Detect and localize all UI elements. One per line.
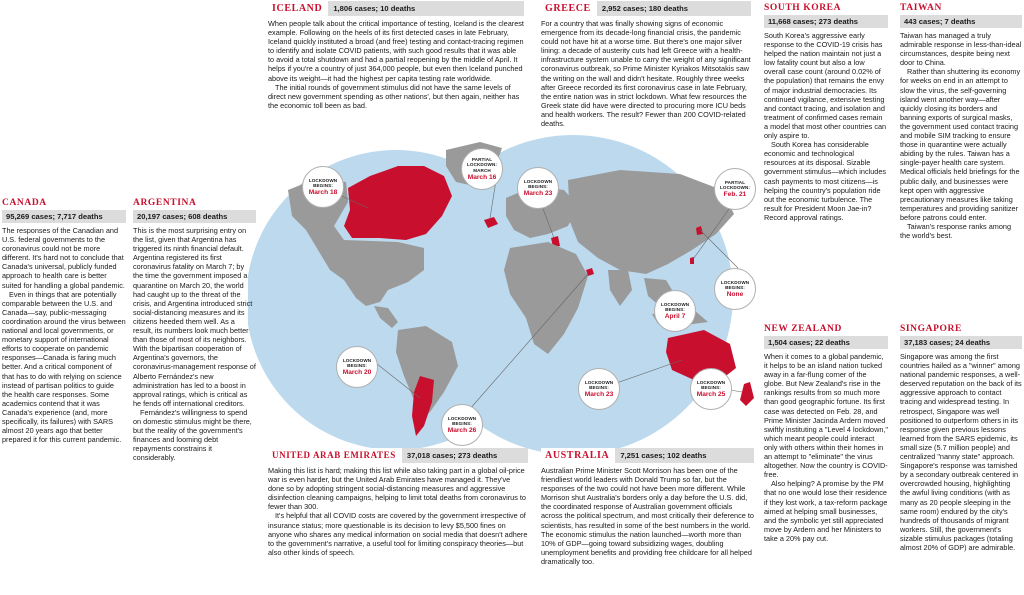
country-stats: 443 cases; 7 deaths: [900, 15, 1022, 28]
lockdown-badge-date: March 20: [342, 369, 372, 377]
country-header: [764, 322, 888, 336]
country-body: [764, 352, 888, 543]
country-name: UNITED ARAB EMIRATES: [268, 448, 402, 463]
country-header: [2, 196, 126, 210]
lockdown-badge-date: None: [726, 291, 744, 299]
lockdown-badge-label: LOCKDOWN BEGINS:: [447, 415, 477, 426]
lockdown-badge-date: March 23: [523, 190, 553, 198]
country-stats: 95,269 cases; 7,717 deaths: [2, 210, 126, 223]
country-body: [541, 466, 754, 566]
country-block-australia: [541, 448, 754, 566]
country-header: [900, 1, 1022, 15]
lockdown-badge-date: March 25: [696, 391, 726, 399]
country-body: [268, 19, 524, 110]
lockdown-badge-label: PARTIAL LOCKDOWN:: [720, 179, 750, 190]
country-header: [133, 196, 256, 210]
lockdown-badge-label: LOCKDOWN BEGINS:: [308, 177, 338, 188]
country-block-south-korea: [764, 1, 888, 222]
country-paragraph: South Korea's aggressive early response to the COVID-19 crisis has helped the nation maintain not just a low fatality count but also a low overall case count (around 0.02% of the population) that remains the envy of major industrial democracies. Its continued vigilance, extensive testing and contact tracing, and isolation and treatment of confirmed cases remain a model that most other countries can only aspire to.: [764, 31, 887, 141]
country-header: [900, 322, 1022, 336]
country-header: [268, 1, 524, 16]
country-stats: 7,251 cases; 102 deaths: [620, 451, 707, 460]
country-name: ICELAND: [268, 1, 328, 16]
country-stats: 11,668 cases; 273 deaths: [764, 15, 888, 28]
land-taiwan: [690, 257, 694, 264]
country-header: [541, 1, 751, 16]
country-body: [268, 466, 528, 557]
country-paragraph: Even in things that are potentially comparable between the U.S. and Canada—say, public-messaging coordination around the virus between national and local governments, or monetary support of international efforts to cooperate on pandemic responses—Canada is faring much better. And a critical component of that has to do with relying on science instead of partisan politics to guide the health care responses. Some academics contend that it was Canada's experience (and, more specifically, its failures) with SARS almost 20 years ago that better prepared it for this current pandemic.: [2, 289, 126, 445]
country-paragraph: Making this list is hard; making this list while also taking part in a global oil-price war is even harder, but the United Arab Emirates have managed it. They've done so by adopting stringent social-distancing measures and aggressive disinfection cleaning campaigns, helping to limit total deaths from coronavirus to fewer than 300.: [268, 466, 526, 512]
country-paragraph: Singapore was among the first countries hailed as a "winner" among national pandemic responses, a well-deserved reputation on the back of its aggressive approach to contact tracing and widespread testing. In retrospect, Singapore was well positioned to outperform others in its response given previous lessons learned from the SARS epidemic, its small size (5.7 million people) and centralized "nanny state" approach. Singapore's response was tarnished by a secondary outbreak centered in overcrowded housing, highlighting the awful living conditions (with as many as 20 people sleeping in the same room) endured by the city's hundreds of thousands of migrant workers. Still, the government's sizable stimulus packages (totaling almost 20% of GDP) are admirable.: [900, 352, 1022, 552]
country-paragraph: When it comes to a global pandemic, it helps to be an island nation tucked away in a far-flung corner of the globe. But New Zealand's rise in the rankings results from so much more than good geographic fortune. Its first case was detected on Feb. 28, and Prime Minister Jacinda Ardern moved swiftly instituting a "Level 4 lockdown," which meant people could interact only with others within their homes in an attempt to "eliminate" the virus altogether. Now the country is COVID-free.: [764, 352, 889, 480]
country-block-argentina: [133, 196, 256, 462]
country-paragraph: Taiwan's response ranks among the world's best.: [900, 221, 1012, 241]
lockdown-badge-label: LOCKDOWN BEGINS:: [660, 301, 690, 312]
country-stats: 2,952 cases; 180 deaths: [601, 4, 688, 13]
country-header: [268, 448, 528, 463]
country-name: NEW ZEALAND: [764, 324, 842, 334]
country-name: AUSTRALIA: [541, 448, 615, 463]
country-header: [764, 1, 888, 15]
lockdown-badge-label: PARTIAL LOCKDOWN: MARCH: [467, 157, 497, 173]
country-body: [900, 352, 1022, 552]
country-block-iceland: [268, 1, 524, 110]
lockdown-badge-label: LOCKDOWN BEGINS:: [342, 357, 372, 368]
country-stats: 1,504 cases; 22 deaths: [764, 336, 888, 349]
country-block-new-zealand: [764, 322, 888, 543]
country-body: [900, 31, 1022, 240]
lockdown-badge-date: March 16: [467, 173, 497, 181]
country-name: CANADA: [2, 198, 47, 208]
country-block-uae: [268, 448, 528, 557]
country-name: SOUTH KOREA: [764, 3, 842, 13]
lockdown-badge-label: LOCKDOWN BEGINS:: [523, 178, 553, 189]
country-name: TAIWAN: [900, 3, 942, 13]
country-name: SINGAPORE: [900, 324, 962, 334]
country-paragraph: Taiwan has managed a truly admirable response in less-than-ideal circumstances, despite being next door to China.: [900, 31, 1022, 68]
country-paragraph: The responses of the Canadian and U.S. federal governments to the coronavirus could not be more different. It's hard not to conclude that Canada's universal, publicly funded approach to health care is better suited for handling a global pandemic.: [2, 226, 125, 290]
country-paragraph: Fernández's willingness to spend on domestic stimulus might be there, but the reality of the government's finances and looming debt repayments constrains it considerably.: [133, 407, 252, 463]
lockdown-badge-label: LOCKDOWN BEGINS:: [696, 379, 726, 390]
country-paragraph: For a country that was finally showing signs of economic emergence from its decade-long financial crisis, the pandemic could not have hit at a worse time. But there's one major silver lining: a decade of austerity cuts had left Greece with a health-infrastructure system unable to carry the weight of any significant coronavirus outbreak, so Prime Minister Kyriakos Mitsotakis saw the writing on the wall and didn't hesitate. Roughly three weeks after Greece recorded its first coronavirus case in late February, the entire nation was in strict lockdown. What few resources the Greek state did have were directed to procuring more ICU beds and health workers. The result? Fewer than 200 COVID-related deaths.: [541, 19, 751, 129]
lockdown-badge-argentina: [336, 346, 378, 388]
country-name: ARGENTINA: [133, 198, 197, 208]
country-name: GREECE: [541, 1, 597, 16]
lockdown-badge-label: LOCKDOWN BEGINS:: [584, 379, 614, 390]
lockdown-badge-date: March 23: [584, 391, 614, 399]
lockdown-badge-canada: [302, 166, 344, 208]
country-paragraph: Also helping? A promise by the PM that no one would lose their residence if they lost work, a tax-reform package aimed at helping small businesses, and the symbolic yet still appreciated move by Ardern and her Ministers to take a 20% pay cut.: [764, 479, 888, 543]
country-block-singapore: [900, 322, 1022, 552]
country-stats: 37,018 cases; 273 deaths: [406, 451, 498, 460]
country-paragraph: The initial rounds of government stimulus did not have the same levels of direct new government spending as other nations', but then again, neither has the economic toll been as bad.: [268, 82, 520, 110]
country-paragraph: It's helpful that all COVID costs are covered by the government irrespective of insurance status; more questionable is its decision to levy $5,500 fines on anyone who shares any medical information on social media that doesn't adhere to the government's narrative, a useful tool for limiting conspiracy theories—but also other kinds of speech.: [268, 511, 528, 557]
country-block-greece: [541, 1, 751, 128]
lockdown-badge-taiwan: [714, 168, 756, 210]
lockdown-badge-singapore: [654, 290, 696, 332]
lockdown-badge-south-korea: [714, 268, 756, 310]
country-header: [541, 448, 754, 463]
lockdown-badge-australia: [578, 368, 620, 410]
lockdown-badge-date: March 26: [447, 427, 477, 435]
country-paragraph: South Korea has considerable economic and technological resources at its disposal. Sizable government stimulus—which includes cash payments to most citizens—is helping the country's population ride out the economic turbulence. The result for President Moon Jae-in? Record approval ratings.: [764, 140, 887, 222]
lockdown-badge-greece: [517, 167, 559, 209]
country-stats: 1,806 cases; 10 deaths: [333, 4, 416, 13]
country-paragraph: This is the most surprising entry on the list, given that Argentina has triggered its ninth financial default. Argentina registered its first coronavirus fatality on March 7; by the time the government imposed a quarantine on March 20, the world had caught up to the threat of the crisis, and Argentina introduced strict social-distancing measures and its citizens heeded them well. As a result, its numbers look much better than those of most of its neighbors. With the bipartisan cooperation of Argentina's governors, the coronavirus-management response of Alberto Fernández's new administration has led to a boost in approval ratings, which is critical as he fends off international creditors.: [133, 226, 256, 408]
country-block-canada: [2, 196, 126, 444]
lockdown-badge-date: March 18: [308, 189, 338, 197]
country-body: [764, 31, 888, 222]
lockdown-badge-date: Feb. 21: [723, 191, 747, 199]
lockdown-badge-label: LOCKDOWN BEGINS:: [720, 279, 750, 290]
country-block-taiwan: [900, 1, 1022, 240]
lockdown-badge-new-zealand: [690, 368, 732, 410]
country-stats: 37,183 cases; 24 deaths: [900, 336, 1022, 349]
lockdown-badge-date: April 7: [664, 313, 686, 321]
country-paragraph: Rather than shuttering its economy for weeks on end in an attempt to slow the virus, the self-governing island went another way—after quickly closing its borders and banning exports of surgical masks, the government used contact tracing and mobile SIM tracking to ensure those in quarantine were actually abiding by the rules. Taiwan has a single-payer health care system. Medical officials held briefings for the public daily, and businesses were kept open with aggressive precautionary measures like taking temperatures and providing sanitizer before patrons could enter.: [900, 67, 1021, 222]
lockdown-badge-iceland: [461, 148, 503, 190]
country-paragraph: When people talk about the critical importance of testing, Iceland is the clearest example. Following on the heels of its first detected cases in late February, Iceland quickly instituted a broad (and free) testing and contact-tracing regimen to identify and isolate COVID patients, with such good results that it was able to avoid a total shutdown and had a partial reopening by the middle of April. It helps if you're a country of just 364,000 people, but even then Iceland punched above its weight—it had the highest per capita testing rate worldwide.: [268, 19, 524, 83]
country-stats: 20,197 cases; 608 deaths: [133, 210, 256, 223]
country-body: [133, 226, 256, 462]
country-body: [541, 19, 751, 128]
lockdown-badge-uae: [441, 404, 483, 446]
land-new-zealand: [740, 382, 754, 406]
country-paragraph: Australian Prime Minister Scott Morrison has been one of the friendliest world leaders with Donald Trump so far, but the responses of the two could not have been more different. While Morrison shut Australia's borders only a day before the U.S. did, the coordinated response of Australian government officials across the political spectrum, and most critically their deference to scientists, has resulted in some of the best numbers in the world. The economic stimulus the nation launched—worth more than 10% of GDP—going toward subsidizing wages, doubling unemployment benefits and providing free childcare for all helped dramatically too.: [541, 466, 754, 566]
country-body: [2, 226, 126, 444]
